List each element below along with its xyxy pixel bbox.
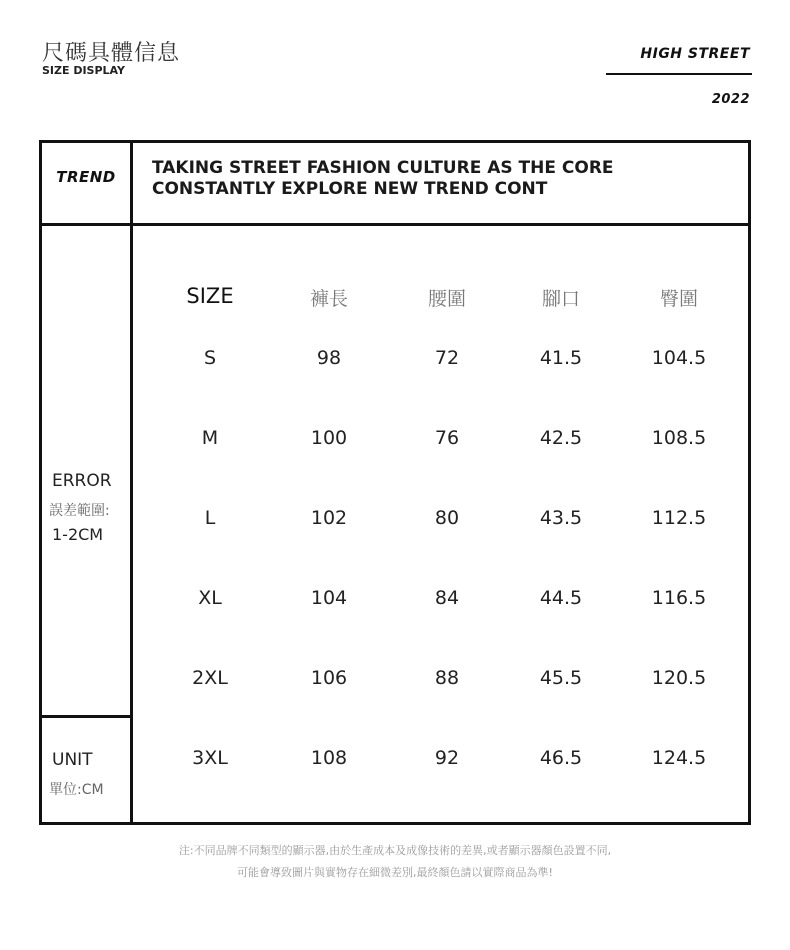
trend-label: TREND [56, 168, 116, 186]
page-subtitle: SIZE DISPLAY [42, 64, 125, 77]
table-header-cell: SIZE [186, 284, 234, 308]
measurement-cell: 108 [310, 747, 348, 769]
measurement-cell: 88 [434, 667, 460, 689]
slogan [152, 158, 614, 200]
size-label-cell: XL [198, 587, 222, 609]
measurement-cell: 102 [310, 507, 348, 529]
measurement-cell: 124.5 [651, 747, 707, 769]
banner-divider [39, 223, 751, 226]
error-label: ERROR [52, 471, 112, 491]
table-header-cell: 褲長 [309, 288, 348, 310]
measurement-cell: 108.5 [651, 427, 707, 449]
measurement-cell: 92 [434, 747, 460, 769]
measurement-cell: 112.5 [651, 507, 707, 529]
measurement-cell: 72 [434, 347, 460, 369]
size-label-cell: 2XL [192, 667, 228, 689]
year-label: 2022 [711, 92, 750, 107]
measurement-cell: 42.5 [539, 427, 583, 449]
unit-label-cn: 單位:CM [49, 782, 104, 798]
error-label-cn: 誤差範圍: [49, 503, 110, 519]
table-header-cell: 臀圍 [659, 288, 698, 310]
measurement-cell: 120.5 [651, 667, 707, 689]
table-header-cell: 腳口 [541, 288, 580, 310]
slogan-line-1: TAKING STREET FASHION CULTURE AS THE CORE [152, 158, 614, 178]
unit-divider [39, 715, 133, 718]
measurement-cell: 106 [310, 667, 348, 689]
measurement-cell: 104.5 [651, 347, 707, 369]
size-label-cell: M [201, 427, 219, 449]
measurement-cell: 76 [434, 427, 460, 449]
measurement-cell: 46.5 [539, 747, 583, 769]
size-label-cell: L [204, 507, 216, 529]
measurement-cell: 104 [310, 587, 348, 609]
footer-note-2: 可能會導致圖片與實物存在細微差別,最終顏色請以實際商品為準! [237, 866, 553, 879]
slogan-line-2: CONSTANTLY EXPLORE NEW TREND CONT [152, 179, 548, 199]
measurement-cell: 100 [310, 427, 348, 449]
measurement-cell: 84 [434, 587, 460, 609]
footer-note-1: 注:不同品牌不同類型的顯示器,由於生產成本及成像技術的差異,或者顯示器顏色設置不同, [178, 844, 612, 857]
page-title: 尺碼具體信息 [42, 41, 181, 66]
measurement-cell: 41.5 [539, 347, 583, 369]
measurement-cell: 80 [434, 507, 460, 529]
measurement-cell: 43.5 [539, 507, 583, 529]
sidebar-divider [130, 140, 133, 825]
size-label-cell: S [203, 347, 217, 369]
measurement-cell: 44.5 [539, 587, 583, 609]
unit-label: UNIT [52, 750, 93, 770]
measurement-cell: 98 [316, 347, 342, 369]
size-label-cell: 3XL [192, 747, 228, 769]
measurement-cell: 45.5 [539, 667, 583, 689]
brand-label: HIGH STREET [640, 46, 750, 62]
measurement-cell: 116.5 [651, 587, 707, 609]
size-chart-frame [39, 140, 751, 825]
brand-underline [606, 73, 752, 75]
table-header-cell: 腰圍 [427, 288, 466, 310]
error-value: 1-2CM [52, 525, 104, 544]
